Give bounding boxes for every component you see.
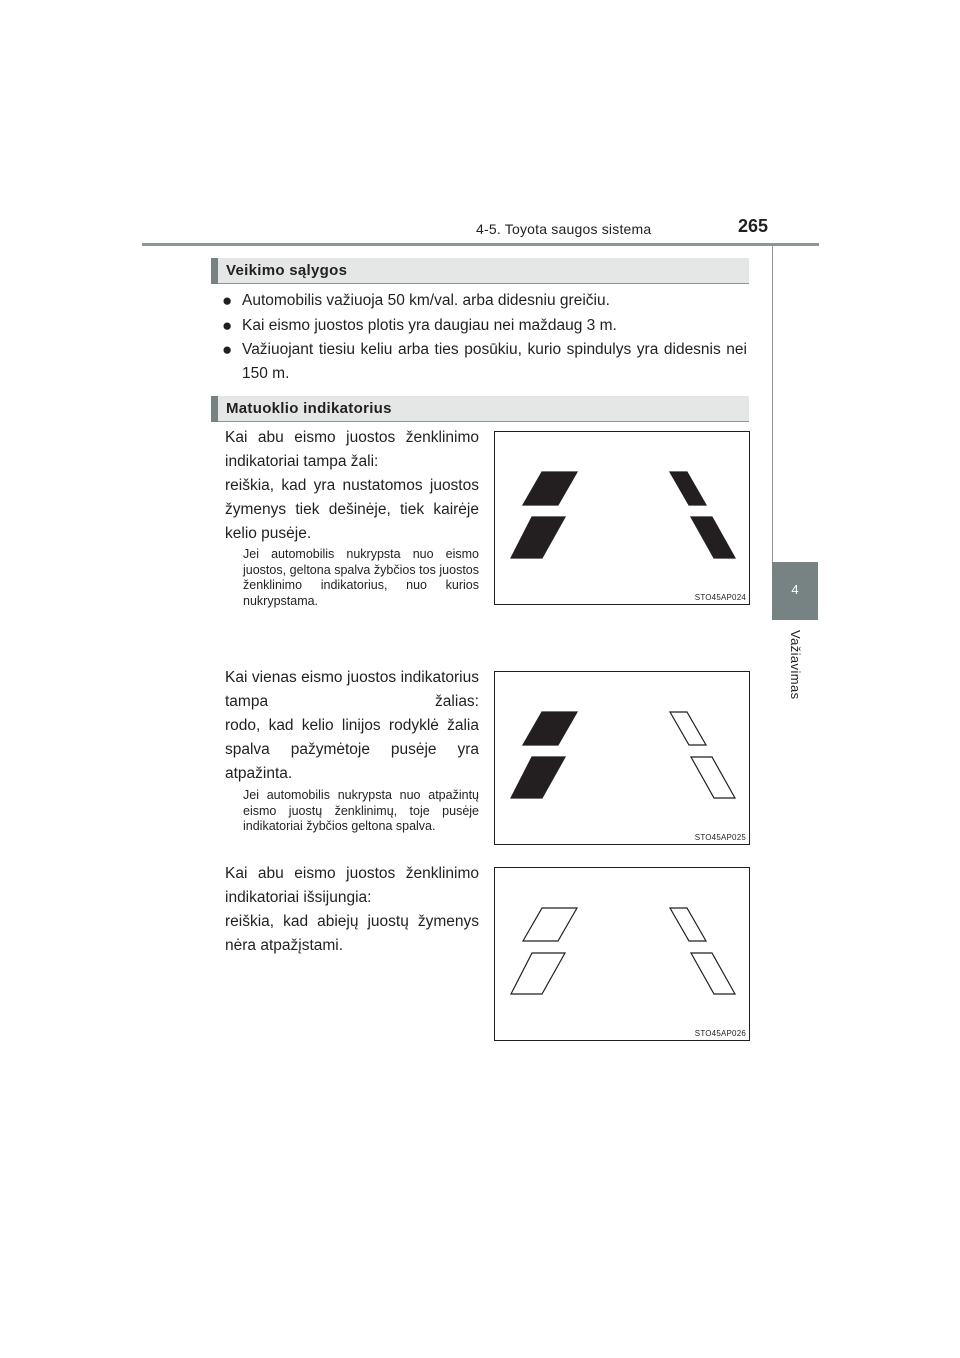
right-lane-segment-2 (691, 517, 735, 558)
section-title: Matuoklio indikatorius (226, 400, 392, 417)
page-number: 265 (738, 216, 769, 236)
chapter-tab (772, 562, 818, 620)
note-text: Jei automobilis nukrypsta nuo atpažintų eismo juostų ženklinimų, toje pusėje indikatoriai žybčios geltona spalva. (243, 788, 479, 833)
header-section-title: 4-5. Toyota saugos sistema (476, 221, 652, 237)
lane-indicator-figure (494, 867, 750, 1041)
right-lane-segment-1 (670, 472, 706, 505)
list-item (222, 338, 747, 386)
left-lane-segment-1 (523, 908, 577, 941)
section-accent (211, 258, 218, 284)
condition-text: Kai vienas eismo juostos indikatorius tampa žalias: (225, 669, 479, 710)
lane-indicator-figure (494, 671, 750, 845)
side-divider (772, 246, 773, 562)
condition-text: Kai abu eismo juostos ženklinimo indikatoriai išsijungia: (225, 865, 479, 906)
list-item (222, 314, 747, 338)
list-item-text: Automobilis važiuoja 50 km/val. arba didesniu greičiu. (242, 292, 610, 309)
chapter-label: Važiavimas (788, 630, 803, 700)
left-lane-segment-2 (511, 953, 565, 994)
figure-code: STO45AP025 (694, 833, 746, 842)
section-heading-operating-conditions (211, 258, 749, 284)
lane-indicator-figure (494, 431, 750, 605)
meaning-text: reiškia, kad yra nustatomos juostos žymenys tiek dešinėje, tiek kairėje kelio pusėje. (225, 477, 479, 542)
right-lane-segment-1 (670, 712, 706, 745)
figure-code: STO45AP024 (694, 593, 746, 602)
list-item-text: Kai eismo juostos plotis yra daugiau nei maždaug 3 m. (242, 317, 617, 334)
meaning-text: reiškia, kad abiejų juostų žymenys nėra atpažįstami. (225, 913, 479, 954)
right-lane-segment-2 (691, 757, 735, 798)
header-rule (142, 243, 819, 246)
left-lane-segment-1 (523, 472, 577, 505)
bullet-icon: ● (222, 291, 233, 310)
right-lane-segment-1 (670, 908, 706, 941)
note-text: Jei automobilis nukrypsta nuo eismo juostos, geltona spalva žybčios tos juostos ženklinimo indikatorius, nuo kurios nukrypstama. (243, 547, 479, 608)
left-lane-segment-2 (511, 757, 565, 798)
chapter-number: 4 (791, 582, 799, 597)
left-lane-segment-1 (523, 712, 577, 745)
section-heading-gauge-indicator (211, 396, 749, 422)
figure-code: STO45AP026 (694, 1029, 746, 1038)
condition-text: Kai abu eismo juostos ženklinimo indikatoriai tampa žali: (225, 429, 479, 470)
section-accent (211, 396, 218, 422)
section-title: Veikimo sąlygos (226, 262, 348, 279)
bullet-icon: ● (222, 340, 233, 359)
list-item (222, 289, 747, 313)
meaning-text: rodo, kad kelio linijos rodyklė žalia spalva pažymėtoje pusėje yra atpažinta. (225, 717, 479, 782)
list-item-text: Važiuojant tiesiu keliu arba ties posūkiu, kurio spindulys yra didesnis nei 150 m. (242, 341, 747, 382)
right-lane-segment-2 (691, 953, 735, 994)
left-lane-segment-2 (511, 517, 565, 558)
bullet-icon: ● (222, 316, 233, 335)
